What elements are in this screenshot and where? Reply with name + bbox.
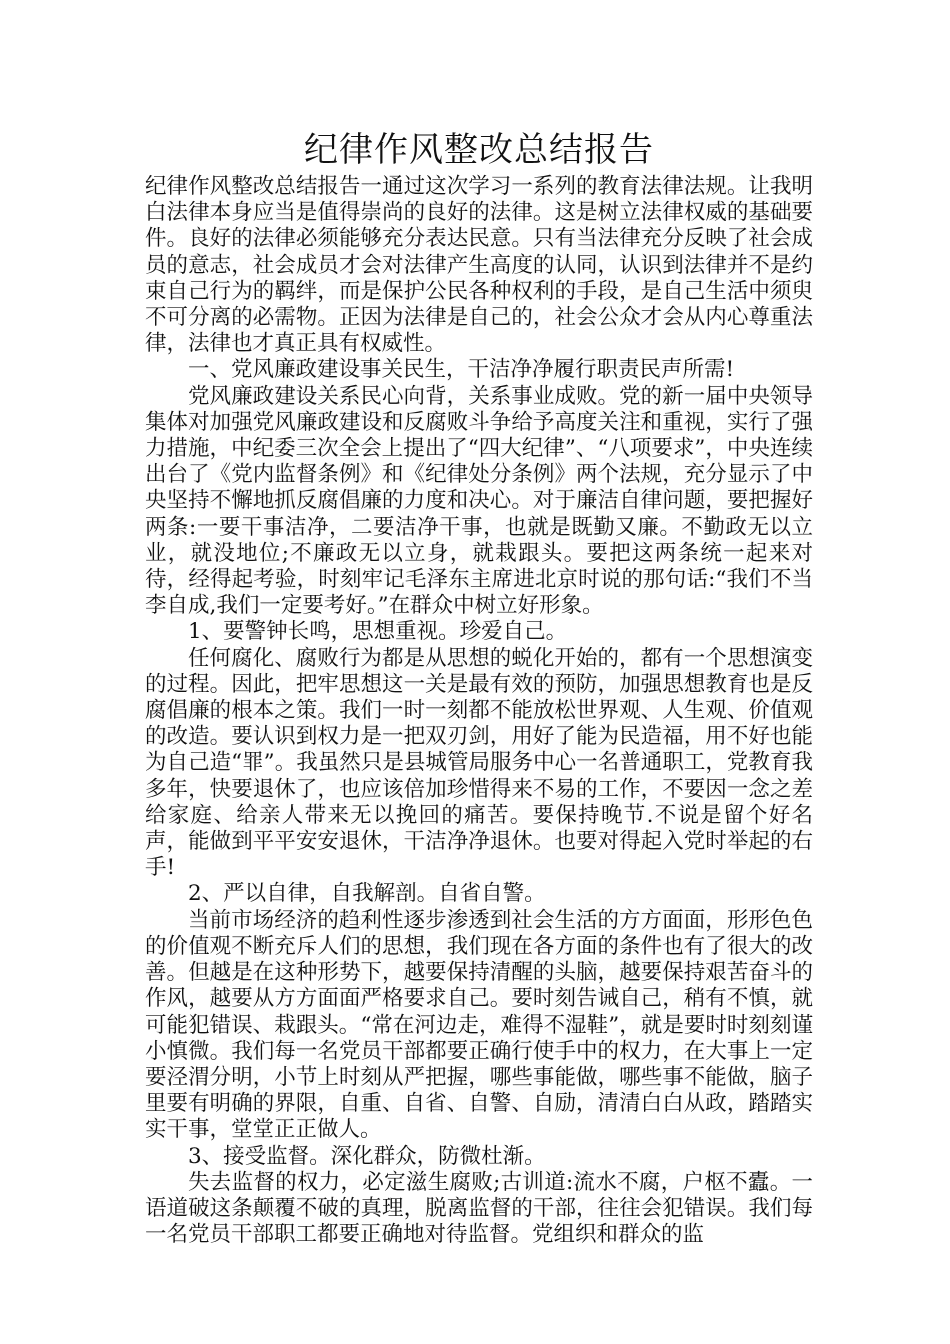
subsection-heading: 2、严以自律，自我解剖。自省自警。 — [188, 881, 546, 907]
document-title: 纪律作风整改总结报告 — [304, 130, 654, 170]
paragraph: 失去监督的权力，必定滋生腐败;古训道:流水不腐，户枢不蠹。一语道破这条颠覆不破的真理，脱离监督的干部，往往会犯错误。我们每一名党员干部职工都要正确地对待监督。党组织和群众的监 — [145, 1169, 813, 1248]
subsection-heading: 1、要警钟长鸣，思想重视。珍爱自己。 — [188, 619, 568, 645]
paragraph: 党风廉政建设关系民心向背，关系事业成败。党的新一届中央领导集体对加强党风廉政建设和反腐败斗争给予高度关注和重视，实行了强力措施，中纪委三次全会上提出了“四大纪律”、“八项要求”，中央连续出台了《党内监督条例》和《纪律处分条例》两个法规，充分显示了中央坚持不懈地抓反腐倡廉的力度和决心。对于廉洁自律问题，要把握好两条:一要干事洁净，二要洁净干事，也就是既勤又廉。不勤政无以立业，就没地位;不廉政无以立身，就栽跟头。要把这两条统一起来对待，经得起考验，时刻牢记毛泽东主席进北京时说的那句话:“我们不当李自成,我们一定要考好。”在群众中树立好形象。 — [145, 383, 813, 619]
paragraph: 任何腐化、腐败行为都是从思想的蜕化开始的，都有一个思想演变的过程。因此，把牢思想这一关是最有效的预防，加强思想教育也是反腐倡廉的根本之策。我们一时一刻都不能放松世界观、人生观、价值观的改造。要认识到权力是一把双刃剑，用好了能为民造福，用不好也能为自己造“罪”。我虽然只是县城管局服务中心一名普通职工，党教育我多年，快要退休了，也应该倍加珍惜得来不易的工作，不要因一念之差给家庭、给亲人带来无以挽回的痛苦。要保持晚节.不说是留个好名声，能做到平平安安退休，干洁净净退休。也要对得起入党时举起的右手! — [145, 645, 813, 881]
section-heading: 一、党风廉政建设事关民生，干洁净净履行职责民声所需! — [188, 357, 735, 383]
document-body — [145, 174, 813, 1248]
subsection-heading: 3、接受监督。深化群众，防微杜渐。 — [188, 1143, 546, 1169]
paragraph: 纪律作风整改总结报告一通过这次学习一系列的教育法律法规。让我明白法律本身应当是值得崇尚的良好的法律。这是树立法律权威的基础要件。良好的法律必须能够充分表达民意。只有当法律充分反映了社会成员的意志，社会成员才会对法律产生高度的认同，认识到法律并不是约束自己行为的羁绊，而是保护公民各种权利的手段，是自己生活中须臾不可分离的必需物。正因为法律是自己的，社会公众才会从内心尊重法律，法律也才真正具有权威性。 — [145, 174, 813, 357]
paragraph: 当前市场经济的趋利性逐步渗透到社会生活的方方面面，形形色色的价值观不断充斥人们的思想，我们现在各方面的条件也有了很大的改善。但越是在这种形势下，越要保持清醒的头脑，越要保持艰苦奋斗的作风，越要从方方面面严格要求自己。要时刻告诫自己，稍有不慎，就可能犯错误、栽跟头。“常在河边走，难得不湿鞋”，就是要时时刻刻谨小慎微。我们每一名党员干部都要正确行使手中的权力，在大事上一定要泾渭分明，小节上时刻从严把握，哪些事能做，哪些事不能做，脑子里要有明确的界限，自重、自省、自警、自励，清清白白从政，踏踏实实干事，堂堂正正做人。 — [145, 907, 813, 1143]
document-page — [145, 128, 813, 1248]
